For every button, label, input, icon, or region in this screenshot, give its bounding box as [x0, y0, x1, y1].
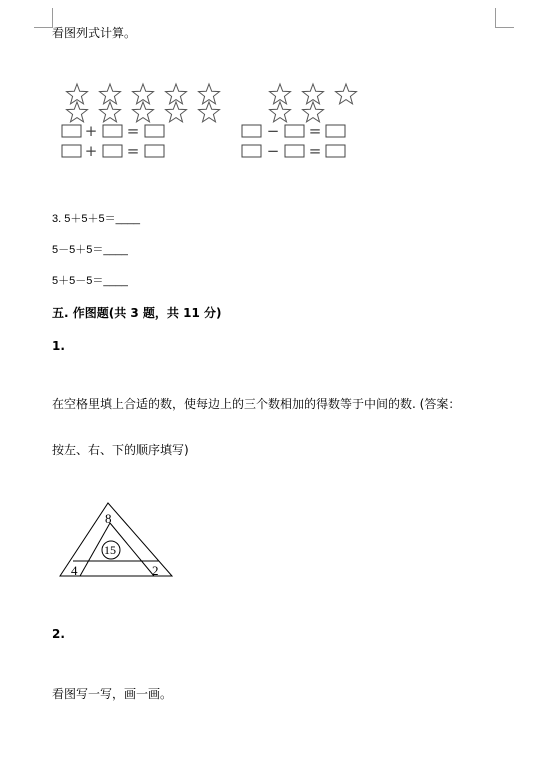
- q3-line-1: 3. 5＋5＋5＝____: [52, 213, 141, 225]
- q3-line-2: 5－5＋5＝____: [52, 244, 128, 256]
- equation-box: [285, 125, 304, 137]
- equation-box: [62, 125, 81, 137]
- stars-equation-figure: [0, 0, 551, 170]
- equals-symbol: =: [308, 122, 322, 140]
- triangle-center-number: 15: [104, 543, 116, 557]
- left-star-row2: [199, 102, 220, 122]
- operator-symbol: +: [84, 142, 98, 160]
- intro-text: 看图列式计算。: [52, 26, 137, 40]
- number-triangle-figure: [56, 500, 186, 582]
- triangle-top-number: 8: [105, 511, 112, 526]
- q3-line-3: 5＋5－5＝____: [52, 275, 128, 287]
- equation-box: [242, 145, 261, 157]
- equation-box: [145, 125, 164, 137]
- equation-box: [326, 125, 345, 137]
- left-star-row2: [100, 102, 121, 122]
- question-2-text: 看图写一写，画一画。: [52, 687, 173, 701]
- left-star-row2: [166, 102, 187, 122]
- question-2-number: 2.: [52, 627, 65, 641]
- operator-symbol: −: [266, 122, 280, 140]
- equals-symbol: =: [308, 142, 322, 160]
- right-star-row1: [336, 84, 357, 104]
- equation-box: [145, 145, 164, 157]
- question-1-number: 1.: [52, 339, 65, 353]
- left-star-row2: [133, 102, 154, 122]
- question-1-text-line-1: 在空格里填上合适的数，使每边上的三个数相加的得数等于中间的数. (答案：: [52, 397, 461, 411]
- question-1-text-line-2: 按左、右、下的顺序填写): [52, 443, 189, 457]
- operator-symbol: −: [266, 142, 280, 160]
- triangle-left-number: 4: [71, 563, 78, 578]
- section-5-title: 五. 作图题(共 3 题，共 11 分): [52, 306, 222, 320]
- equals-symbol: =: [126, 142, 140, 160]
- triangle-right-number: 2: [152, 563, 159, 578]
- right-star-row2: [303, 102, 324, 122]
- equation-box: [103, 145, 122, 157]
- equation-box: [285, 145, 304, 157]
- equation-box: [242, 125, 261, 137]
- right-star-row2: [270, 102, 291, 122]
- left-star-row2: [67, 102, 88, 122]
- equals-symbol: =: [126, 122, 140, 140]
- equation-box: [326, 145, 345, 157]
- operator-symbol: +: [84, 122, 98, 140]
- equation-box: [62, 145, 81, 157]
- equation-box: [103, 125, 122, 137]
